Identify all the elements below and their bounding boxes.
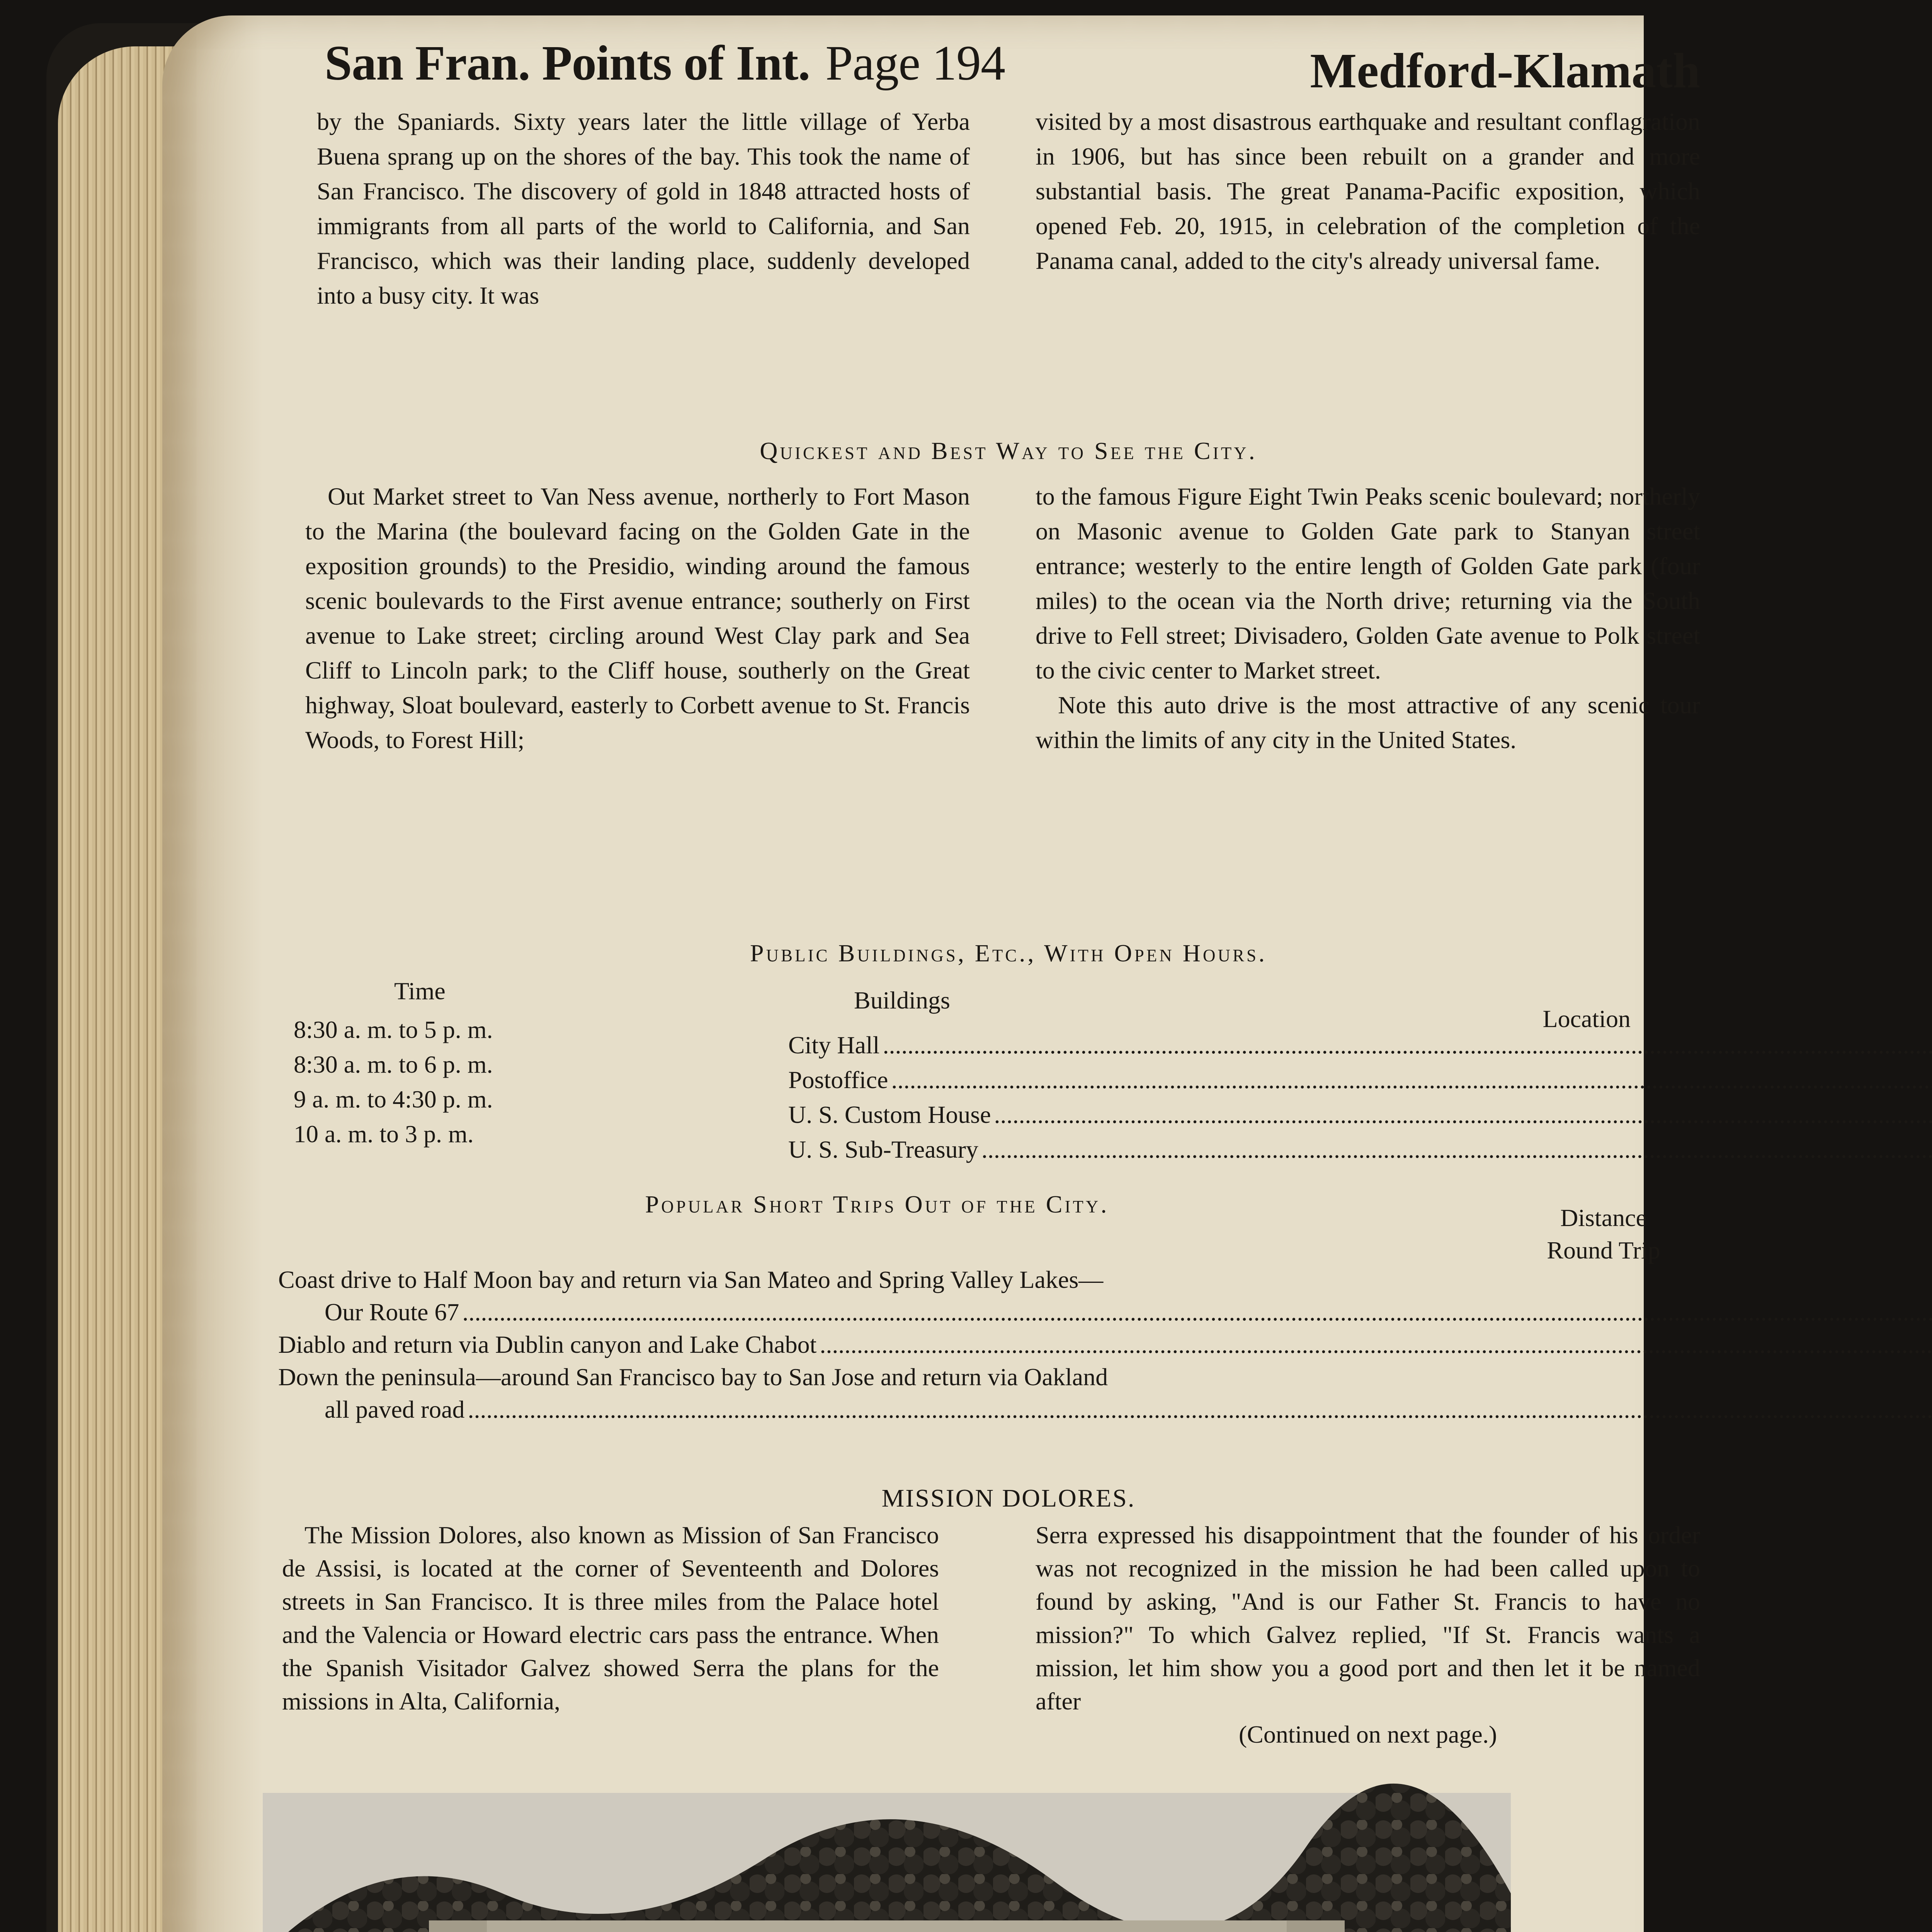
mission-left-text: The Mission Dolores, also known as Mission of San Francisco de Assisi, is located at the corner of Seventeenth and Dolores streets in San Francisco. It is three miles from the Palace hotel and the Valencia or Howard electric cars pass the entrance. When the Spanish Visitador Galvez showed Serra the plans for the missions in Alta, California,	[282, 1521, 939, 1715]
quickest-left-column	[305, 479, 970, 757]
trip-continuation	[278, 1296, 1700, 1328]
greek-theatre-photo	[263, 1793, 1511, 1932]
building-name: City Hall	[788, 1031, 880, 1059]
public-buildings-heading: Public Buildings, Etc., With Open Hours.	[750, 939, 1267, 967]
round-trip-label: Round Trip	[1547, 1236, 1660, 1264]
distance-label: Distance	[1560, 1204, 1647, 1231]
short-trips-heading: Popular Short Trips Out of the City.	[645, 1190, 1109, 1218]
time-row: 8:30 a. m. to 5 p. m.	[294, 1016, 493, 1043]
time-column-header: Time	[394, 977, 446, 1005]
leader-dots	[994, 1097, 1932, 1132]
quickest-right-column	[1036, 479, 1700, 757]
intro-right-text: visited by a most disastrous earthquake and resultant conflagration in 1906, but has since been rebuilt on a grander and more substantial basis. The great Panama-Pacific exposition, which opened Feb. 20, 1915, in celebration of the completion of the Panama canal, added to the city's already universal fame.	[1036, 108, 1700, 274]
quickest-note: Note this auto drive is the most attractive of any scenic tour within the limits of any city in the United States.	[1036, 691, 1700, 753]
mission-dolores-heading: MISSION DOLORES.	[881, 1484, 1136, 1512]
buildings-column-header: Buildings	[854, 986, 950, 1014]
intro-left-column	[317, 104, 970, 313]
leader-dots	[981, 1132, 1932, 1167]
trip-description-cont: all paved road	[325, 1396, 465, 1423]
section-title-header: San Fran. Points of Int.	[325, 36, 810, 90]
mission-columns	[282, 1519, 1700, 1751]
quickest-way-heading: Quickest and Best Way to See the City.	[760, 437, 1257, 464]
mission-right-column	[1036, 1519, 1700, 1751]
quickest-columns	[305, 479, 1700, 757]
building-name: Postoffice	[788, 1066, 888, 1094]
leader-dots	[468, 1393, 1932, 1426]
trip-description: Down the peninsula—around San Francisco bay to San Jose and return via Oakland	[278, 1363, 1108, 1391]
intro-left-text: by the Spaniards. Sixty years later the little village of Yerba Buena sprang up on the shores of the bay. This took the name of San Francisco. The discovery of gold in 1848 attracted hosts of immigrants from all parts of the world to California, and San Francisco, which was their landing place, suddenly developed into a busy city. It was	[317, 108, 970, 309]
time-row: 9 a. m. to 4:30 p. m.	[294, 1085, 493, 1113]
trip-item	[278, 1328, 1700, 1361]
public-buildings-table	[294, 974, 1700, 1175]
trip-line	[278, 1328, 1700, 1361]
building-name: U. S. Sub-Treasury	[788, 1136, 978, 1163]
quickest-right-text: to the famous Figure Eight Twin Peaks scenic boulevard; northerly on Masonic avenue to Golden Gate park to Stanyan street entrance; westerly to the entire length of Golden Gate park (four miles) to the ocean via the North drive; returning via the South drive to Fell street; Divisadero, Golden Gate avenue to Polk street to the civic center to Market street.	[1036, 483, 1700, 684]
building-row	[788, 1063, 1700, 1097]
location-column-header: Location	[1543, 1005, 1631, 1032]
quickest-left-text: Out Market street to Van Ness avenue, northerly to Fort Mason to the Marina (the boulevard facing on the Golden Gate in the exposition grounds) to the Presidio, winding around the famous scenic boulevards to the First avenue entrance; southerly on First avenue to Lake street; circling around West Clay park and Sea Cliff to Lincoln park; to the Cliff house, southerly on the Great highway, Sloat boulevard, easterly to Corbett avenue to St. Francis Woods, to Forest Hill;	[305, 483, 970, 753]
page-number: Page 194	[825, 36, 1005, 90]
time-row: 8:30 a. m. to 6 p. m.	[294, 1051, 493, 1078]
time-row: 10 a. m. to 3 p. m.	[294, 1120, 474, 1148]
intro-right-column	[1036, 104, 1700, 313]
route-title-header: Medford-Klamath	[1310, 43, 1700, 98]
leader-dots	[820, 1328, 1932, 1361]
greek-theatre-illustration	[263, 1793, 1511, 1932]
building-row	[788, 1097, 1700, 1132]
leader-dots	[462, 1296, 1932, 1328]
trip-item	[278, 1361, 1700, 1426]
distance-header	[1507, 1202, 1700, 1267]
continued-note: (Continued on next page.)	[1238, 1721, 1497, 1748]
building-row	[788, 1028, 1700, 1063]
trip-description-cont: Our Route 67	[325, 1298, 459, 1326]
page-gutter-shadow	[162, 15, 263, 1932]
page-content	[255, 27, 1700, 1932]
trip-description: Diablo and return via Dublin canyon and Lake Chabot	[278, 1331, 817, 1358]
intro-columns	[317, 104, 1700, 313]
leader-dots	[883, 1028, 1932, 1063]
header-left	[325, 35, 1005, 92]
building-row	[788, 1132, 1700, 1167]
trip-continuation	[278, 1393, 1700, 1426]
mission-left-column	[282, 1519, 939, 1751]
leader-dots	[891, 1063, 1932, 1097]
short-trips-list	[278, 1264, 1700, 1426]
building-name: U. S. Custom House	[788, 1101, 991, 1128]
trip-item	[278, 1264, 1700, 1328]
mission-right-text: Serra expressed his disappointment that the founder of his order was not recognized in the mission he had been called upon to found by asking, "And is our Father St. Francis to have no mission?" To which Galvez replied, "If St. Francis wants a mission, let him show you a good port and then let it be named after	[1036, 1521, 1700, 1715]
running-header	[325, 27, 1700, 100]
trip-description: Coast drive to Half Moon bay and return via San Mateo and Spring Valley Lakes—	[278, 1266, 1104, 1293]
